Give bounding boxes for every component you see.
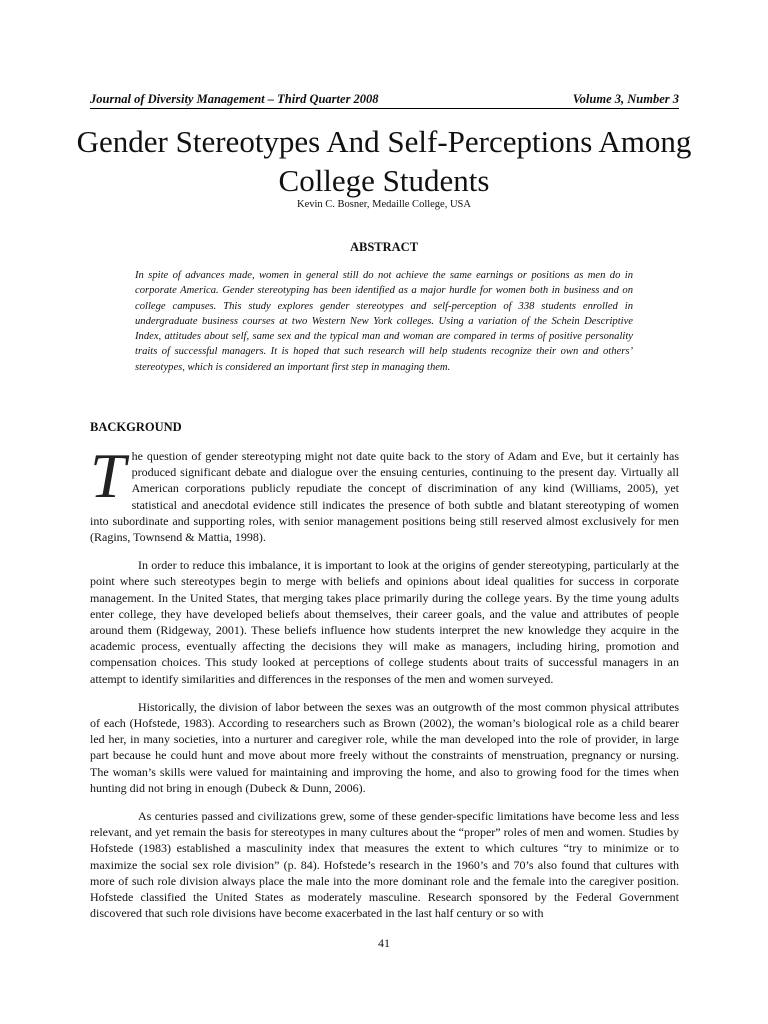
background-heading: BACKGROUND (90, 420, 182, 434)
abstract-heading: ABSTRACT (349, 240, 419, 254)
drop-cap: T (90, 440, 126, 511)
abstract-text: In spite of advances made, women in general still do not achieve the same earnings or positions as men do in corporate America. Gender stereotyping has been identified as a major hurdle for women both in business and on college campuses. This study explores gender stereotypes and self-perception of 338 students enrolled in undergraduate business courses at two Western New York colleges. Using a variation of the Schein Descriptive Index, attitudes about self, same sex and the typical man and woman are compared in terms of positive personality traits of successful managers. It is hoped that such research will help students recognize their own and others’ stereotypes, which is considered an important first step in managing them. (135, 270, 633, 373)
paragraph-4: As centuries passed and civilizations grew, some of these gender-specific limitations have become less and less relevant, and yet remain the basis for stereotypes in many cultures about the “proper” roles of men and women. Studies by Hofstede (1983) established a masculinity index that measures the extent to which cultures “try to minimize or to maximize the social sex role division” (p. 84). Hofstede’s research in the 1960’s and 70’s also found that cultures with more of such role division always place the male into the more dominant role and the female into the caregiver position. Hofstede classified the United States as moderately masculine. Research sponsored by the Federal Government discovered that such role divisions have become exacerbated in the last half century or so with (90, 809, 679, 921)
paragraph-1 (90, 440, 679, 545)
page-number: 41 (378, 936, 390, 950)
running-header (90, 92, 679, 109)
volume-number: Volume 3, Number 3 (572, 92, 679, 106)
paragraph-2: In order to reduce this imbalance, it is important to look at the origins of gender stereotyping, particularly at the point where such stereotypes begin to merge with beliefs and opinions about ideal qualities for success in corporate management. In the United States, that merging takes place primarily during the college years. By the time young adults enter college, they have developed beliefs about themselves, their career goals, and the value and attributes of people around them (Ridgeway, 2001). These beliefs influence how students interpret the new knowledge they acquire in the academic process, eventually affecting the decisions they will make as managers, including hiring, promotion and compensation choices. This study looked at perceptions of college students about traits of successful managers in an attempt to identify similarities and differences in the responses of the men and women surveyed. (90, 558, 679, 686)
journal-name: Journal of Diversity Management – Third Quarter 2008 (90, 92, 379, 106)
author-line: Kevin C. Bosner, Medaille College, USA (297, 199, 471, 210)
body-text (90, 440, 679, 933)
paper-title: Gender Stereotypes And Self-Perceptions Among College Students (76, 124, 692, 198)
paragraph-1-text: he question of gender stereotyping might not date quite back to the story of Adam and Eve, but it certainly has produced significant debate and dialogue over the ensuing centuries, continuing to the present day. Virtually all American corporations publicly repudiate the concept of discrimination of any kind (Williams, 2005), yet statistical and anecdotal evidence still indicates the presence of both subtle and blatant stereotyping of women into subordinate and supporting roles, with senior management positions being still reserved almost exclusively for men (Ragins, Townsend & Mattia, 1998). (90, 449, 679, 545)
paragraph-3: Historically, the division of labor between the sexes was an outgrowth of the most common physical attributes of each (Hofstede, 1983). According to researchers such as Brown (2002), the woman’s biological role as a child bearer led her, in many societies, into a nurturer and caregiver role, while the man developed into the role of provider, in large part because he could hunt and move about more freely without the constraints of menstruation, pregnancy or nursing. The woman’s skills were valued for maintaining and improving the home, and also to growing food for the times when hunting did not bring in enough (Dubeck & Dunn, 2006). (90, 699, 679, 795)
